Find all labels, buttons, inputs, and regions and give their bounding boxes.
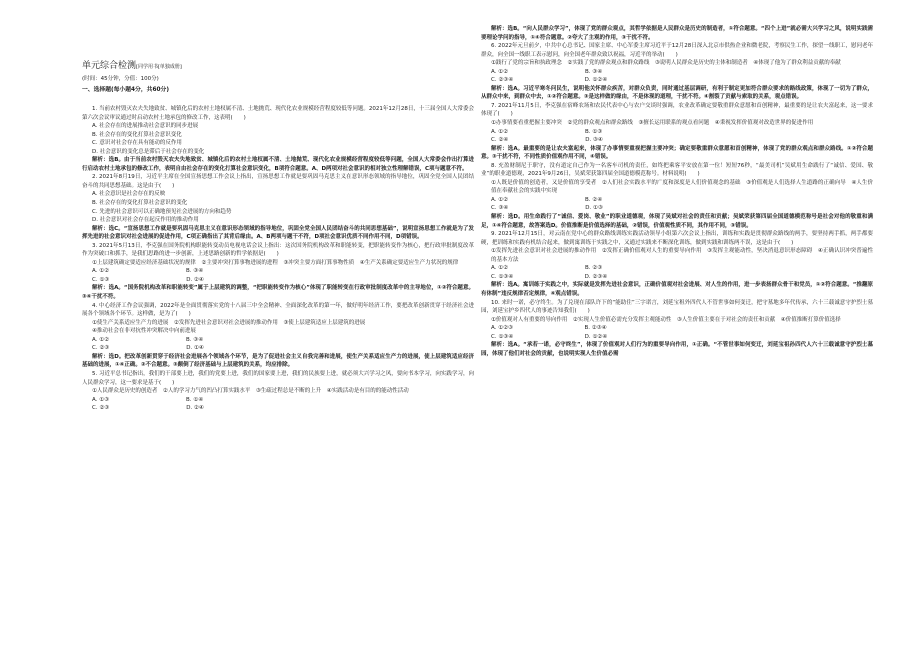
answer-analysis: 解析：选A。习近平寒冬问民生，说明他关怀群众疾苦，对群众负责，同时通过基层调研，有利于制定更加符合群众要求的路线政策，体现了一切为了群众，从群众中来，到群众中去，①②符合题意。③是这样做的缘由，不是体现的道理，干扰不符。④割裂了贡献与索取的关系，观点错误。	[481, 85, 873, 101]
option-line: C. ①③④ D. ①②④	[491, 333, 608, 340]
answer-analysis: 解析：选A。寓训练于实践之中，实际就是发挥先进社会意识，正确价值观对社会进展、对人生的作用，进一步表扬群众骨干和党员，①②符合题意。“推翻原有体制”违反规律否定规律，④观点错误。	[481, 282, 873, 297]
option-line: A. ①②③ B. ②③④	[491, 325, 607, 332]
option-line: A. ①② B. ③④	[92, 336, 204, 343]
option-line: ①使生产关系适应生产力的进展 ②发挥先进社会意识对社会进展的推动作用 ③使上层建筑适应上层建筑的进展	[92, 319, 366, 326]
option-line: ①办事情要看重把握主要冲突 ②党的群众观点和群众路线 ③擅长运用联系的观点看问题 ④秉视发挥价值观对改造世界的促进作用	[491, 120, 814, 127]
question-paragraph: 1. 当前农村毁灭农夫失地致贫、城镇化后的农村土地权属不清、土地抛荒、现代化农业规模经营程度较低等问题。2021年12月28日，十三届全国人大常委会第六次会议审议通过时启动农村土地承包的修改工作，这表明( )	[82, 106, 474, 121]
question-paragraph: 7. 2021年11月5日，李克强在宿峰农场和农民代表中心与农户交谈时强调，农业改革确定要敬重群众意愿和首创精神，最重要的是让农夫富起来，这一要求体现了( )	[481, 102, 873, 118]
option-line: A. ①② B. ③④	[92, 268, 204, 275]
option-line: C. 先进的社会意识可以正确地预见社会进展的方向和趋势	[92, 208, 232, 215]
option-line: C. ②④ D. ③④	[491, 137, 603, 144]
option-line: ①践行了党的宗旨和执政理念 ②实践了党的群众观点和群众路线 ③说明人民群众是历史的主体和制造者 ④体现了他为了群众利益贡献的奉献	[491, 60, 841, 67]
option-line: ①发挥先进社会意识对社会进展的推动作用 ②发挥正确价值观对人生的重要导向作用 ③发挥主观能动性，坚决消退意识形态障碍 ④正确认识冲突普遍性的基本方法	[491, 248, 873, 263]
option-line: C. ③④ D. ①③	[491, 205, 603, 212]
option-line: ①人既是价值的创造者，又是价值的享受者 ②人们社会实践水平的广度和深度是人们价值观念的基础 ③价值观是人们选择人生道路的正确向导 ④人生价值在奉献社会的实践中实现	[491, 179, 873, 195]
question-paragraph: 10. 来时一诺，必守终生。为了兑现在部队许下的“能助住”三字诺言，刘延宝租外四代人不管世事如何变迁，把守墓地多年代传承，六十三载诚意守护烈士墓园，刘延宝护乡四代人的事迹告知我们( )	[481, 299, 873, 315]
option-line: C. ①③④ D. ②③④	[491, 273, 608, 280]
question-paragraph: 8. 充盈财制尼于职守，没有道定自己作为一名客车司机的责任，如终把乘客平安放在第一位！短短76秒，“最美司机”吴斌用生命践行了“诚信、爱国、敬业”的职业道德观，2021年9月26日，吴斌荣获第四届全国道德模范称号。材料说明( )	[481, 162, 873, 178]
page-title	[82, 60, 474, 73]
question-paragraph: 2. 2021年8月19日，习近平主席在全国宣扬思想工作会议上指出，宣扬思想工作就是要巩固马克思主义在意识形态领域的指导地位，巩固全党全国人民团结奋斗的共同思想基础。这是由于( )	[82, 174, 474, 189]
option-line: ①价值观对人有重要的导向作用 ②实现人生价值必需充分发挥主观能动性 ③人生价值主要在于对社会的责任和贡献 ④价值推断打算价值选择	[491, 316, 841, 323]
option-line: ④推动社会在非对抗性冲突解决中向前进展	[92, 328, 196, 335]
option-line: C. 意识对社会存在具有能动的反作用	[92, 140, 182, 147]
question-paragraph: 5. 习近平总书记指出，我们的干部要上进，我们的党要上进，我们的国家要上进，我们的民族要上进，就必须大兴学习之风，要向书本学习，向实践学习，向人民群众学习，这一要求是基于( )	[82, 370, 474, 386]
title-note: [同学用书[单独成册]	[136, 64, 182, 70]
option-line: B. 社会存在的变化打算社会意识变化	[92, 131, 182, 138]
question-paragraph: 9. 2021年12月15日，对云南在党中心的群众路线训练实践活动领导小组第六次会议上指出，训练和实践是贯彻群众路线的两手，要坚持两手抓，两手都要硬，把训练和实践有机结合起来，做到寓训练于实践之中，又通过实践来不断深化训练，做到实践和训练两不误，这是由于( )	[481, 231, 873, 246]
exam-meta: (时间：45分钟，分值：100分)	[82, 76, 159, 82]
option-line: A. ①② B. ②③	[491, 265, 603, 272]
option-line: C. ①③ D. ②④	[92, 276, 204, 283]
option-line: D. 社会意识的变化总是滞后于社会存在的变化	[92, 148, 205, 155]
option-line: A. 社会存在的进展推动社会意识的同步进展	[92, 123, 199, 130]
left-column	[82, 105, 474, 650]
answer-analysis: 解析：选A。“国务院机构改革和职能转变”属于上层建筑的调整，“把职能转变作为核心”体现了职能转变在行政审批制度改革中的主导地位，①②符合题意。③④干扰不符。	[82, 285, 474, 301]
option-line: A. 社会意识是社会存在的反映	[92, 191, 166, 198]
answer-analysis: 解析：选A。“承若一诺，必守终生”，体现了价值观对人们行为的重要导向作用，①正确。“不管世事如何变迁，刘延宝祖孙四代人六十三载诚意守护烈士墓园，体现了他们对社会的贡献，也说明实现人生价值必需	[481, 342, 873, 357]
question-paragraph: 6. 2022年元旦前夕，中共中心总书记、国家主席、中心军委主席习近平于12月28日深入北京市供热企业和微老院，考察民生工作，探望一线职工，慰问老年群众，向全国一线职工表示慰问，向全国老年群众致以祝福，习近平的举动( )	[481, 43, 873, 58]
option-line: ①上层建筑确定要适应经济基础状况的规律 ②主要冲突打算事物进展的进程 ③冲突主要方面打算事物性质 ④生产关系确定要适应生产力状况的规律	[92, 259, 459, 266]
answer-analysis: 解析：选C。“宣扬思想工作就是要巩固马克思主义在意识形态领域的指导地位，巩固全党全国人民团结奋斗的共同思想基础”，说明宣扬思想工作就是为了发挥先进的社会意识对社会进展的促进作用，C项正确指出了其背后缘由。A、B两项与题干不符，D项社会意识优质不同作用不同，D项错误。	[82, 225, 474, 241]
section-heading: 一、选择题(每小题4分，共60分)	[82, 87, 169, 93]
option-line: C. ②③ D. ①④	[92, 345, 204, 352]
question-paragraph: 4. 中心经济工作会议强调，2022年是全面贯彻落实党的十八届三中全会精神、全面深化改革的第一年，做好明年经济工作，要把改革创新贯穿于经济社会进展各个领域各个环节。这样做，是为了( )	[82, 302, 474, 318]
answer-analysis: 解析：选B。“向人民群众学习”，体现了党的群众观点，其哲学依据是人民群众是历史的制造者，①符合题意。“四个上进”就必需大兴学习之风，说明实践需要理论学问的指导，①④符合题意。②夸大了主观的作用，③干扰不符。	[481, 26, 873, 41]
option-line: A. ①② B. ①③	[491, 128, 603, 135]
answer-analysis: 解析：选D。用生命践行了“诚信、爱岗、敬业”的职业道德观，体现了吴斌对社会的责任和贡献；吴斌荣获第四届全国道德模范称号是社会对他的敬重和满足，①④符合题意，故答案选D。价值推断是价值选择的基础，②错误，价值观性质不同，其作用不同，③错误。	[481, 214, 873, 229]
answer-analysis: 解析：选D。把改革创新贯穿于经济社会进展各个领域各个环节，是为了促进社会主义自我完善和进展，使生产关系适应生产力的进展，使上层建筑适应经济基础的进展，①④正确。②不合题意。③颠倒了经济基础与上层建筑的关系，均应排除。	[82, 353, 474, 369]
question-paragraph: 3. 2021年5月13日，李克强在国务院机构职能转变动员电视电话会议上指出：这次国务院机构改革和职能转变，把职能转变作为核心，把行政审批制度改革作为突破口和抓手，是我们思路的进一步创新，上述思路创新的哲学依据是( )	[82, 242, 474, 258]
option-line: A. ①② B. ③④	[491, 68, 603, 75]
option-line: C. ②③ D. ②④	[92, 405, 204, 412]
option-line: C. ②③④ D. ①②④	[491, 77, 608, 84]
option-line: A. ①③ B. ①④	[92, 396, 204, 403]
option-line: B. 社会存在的变化打算社会意识的变化	[92, 200, 188, 207]
option-line: A. ①② B. ②④	[491, 196, 603, 203]
title-text: 单元综合检测	[82, 61, 137, 71]
option-line: D. 社会意识对社会存在起反作用的推动作用	[92, 217, 199, 224]
right-column	[481, 25, 873, 650]
answer-analysis: 解析：选A。最重要的是让农夫富起来，体现了办事情要重视把握主要冲突；确定要敬重群众意愿和首创精神，体现了党的群众观点和群众路线。①②符合题意。③干扰不符，不同性质价值观作用不同，④错误。	[481, 145, 873, 161]
answer-analysis: 解析：选B。由于当前农村毁灭农夫失地致贫、城镇化后的农村土地权属不清、土地抛荒、现代化农业规模经营程度较低等问题，全国人大常委会作出打算进行启动农村土地承包的修改工作，表明自由社会存在的变化打算社会意识变化，B项符合题意。A、D两项对社会意识的相对独立性理解错误，C项与题意不符。	[82, 157, 474, 172]
document-header	[82, 60, 474, 95]
option-line: ①人民群众是历史的创造者 ②人的学习力气的凹凸打算实践水平 ③生疏过程总是不断的上升 ④实践活动是有目的的能动性活动	[92, 388, 409, 395]
